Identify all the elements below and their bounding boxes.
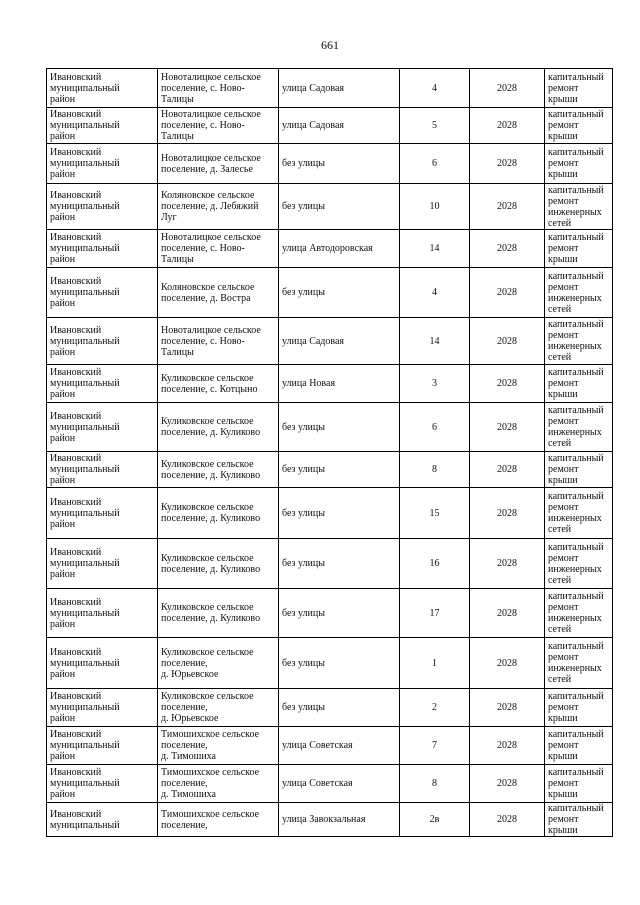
house-number-cell-text: 8	[432, 778, 437, 789]
district-cell	[47, 589, 158, 638]
street-cell-text: без улицы	[282, 421, 325, 433]
street-cell-text: без улицы	[282, 607, 325, 619]
year-cell-text: 2028	[497, 464, 517, 475]
street-cell-text: без улицы	[282, 287, 325, 298]
district-cell	[47, 488, 158, 539]
year-cell-text: 2028	[497, 778, 517, 789]
district-cell-text: Ивановский муниципальный район	[50, 367, 120, 400]
district-cell	[47, 268, 158, 318]
house-number-cell	[400, 268, 470, 318]
street-cell	[279, 184, 400, 230]
street-cell-text: улица Садовая	[282, 120, 345, 131]
district-cell	[47, 765, 158, 803]
street-cell	[279, 589, 400, 638]
settlement-cell	[158, 144, 279, 184]
settlement-cell	[158, 365, 279, 403]
street-cell-text: без улицы	[282, 558, 325, 569]
street-cell	[279, 727, 400, 765]
work-type-cell-text: капитальный ремонт инженерных сетей	[548, 184, 604, 229]
settlement-cell-text: Куликовское сельское поселение, д. Куликово	[161, 458, 261, 481]
year-cell	[470, 268, 545, 318]
street-cell-text: без улицы	[282, 702, 325, 713]
settlement-cell-text: Куликовское сельское поселение, с. Котцыно	[161, 372, 258, 395]
table-row	[47, 108, 613, 144]
year-cell-text: 2028	[497, 287, 517, 298]
street-cell	[279, 318, 400, 365]
settlement-cell-text: Куликовское сельское поселение, д. Куликово	[161, 552, 261, 575]
year-cell	[470, 144, 545, 184]
work-type-cell	[545, 488, 613, 539]
district-cell-text: Ивановский муниципальный район	[50, 324, 120, 358]
house-number-cell-text: 8	[432, 464, 437, 475]
work-type-cell-text: капитальный ремонт крыши	[548, 691, 604, 724]
settlement-cell-text: Куликовское сельское поселение, д. Куликово	[161, 416, 261, 438]
house-number-cell	[400, 765, 470, 803]
work-type-cell-text: капитальный ремонт крыши	[548, 71, 604, 105]
district-cell	[47, 318, 158, 365]
year-cell-text: 2028	[497, 558, 517, 569]
table-row	[47, 230, 613, 268]
district-cell	[47, 365, 158, 403]
house-number-cell	[400, 488, 470, 539]
house-number-cell	[400, 108, 470, 144]
table-row	[47, 689, 613, 727]
work-type-cell-text: капитальный ремонт инженерных сетей	[548, 270, 604, 315]
settlement-cell-text: Куликовское сельское поселение, д. Юрьевское	[161, 691, 254, 724]
district-cell	[47, 403, 158, 452]
table-row	[47, 318, 613, 365]
house-number-cell	[400, 318, 470, 365]
house-number-cell-text: 15	[429, 507, 440, 519]
street-cell	[279, 638, 400, 689]
settlement-cell	[158, 689, 279, 727]
work-type-cell-text: капитальный ремонт инженерных сетей	[548, 541, 604, 586]
work-type-cell-text: капитальный ремонт инженерных сетей	[548, 641, 604, 685]
house-number-cell-text: 16	[429, 558, 440, 569]
house-number-cell-text: 4	[432, 287, 437, 298]
house-number-cell-text: 1	[432, 657, 437, 669]
district-cell	[47, 69, 158, 108]
year-cell	[470, 589, 545, 638]
settlement-cell-text: Куликовское сельское поселение, д. Куликово	[161, 602, 261, 624]
table-row	[47, 803, 613, 837]
settlement-cell-text: Тимошихское сельское поселение,	[161, 808, 260, 831]
table-row	[47, 488, 613, 539]
settlement-cell-text: Новоталицкое сельское поселение, д. Залесье	[161, 152, 261, 175]
street-cell-text: улица Автодоровская	[282, 243, 373, 254]
settlement-cell	[158, 452, 279, 488]
street-cell-text: улица Садовая	[282, 82, 345, 94]
year-cell	[470, 184, 545, 230]
year-cell-text: 2028	[497, 507, 517, 519]
settlement-cell-text: Коляновское сельское поселение, д. Востра	[161, 281, 255, 304]
settlement-cell	[158, 268, 279, 318]
year-cell	[470, 765, 545, 803]
settlement-cell-text: Новоталицкое сельское поселение, с. Ново- Талицы	[161, 324, 261, 358]
year-cell-text: 2028	[497, 702, 517, 713]
work-type-cell-text: капитальный ремонт крыши	[548, 367, 604, 400]
settlement-cell	[158, 539, 279, 589]
work-type-cell	[545, 144, 613, 184]
work-type-cell-text: капитальный ремонт крыши	[548, 803, 604, 836]
district-cell	[47, 689, 158, 727]
house-number-cell-text: 2	[432, 702, 437, 713]
table-row	[47, 365, 613, 403]
settlement-cell-text: Новоталицкое сельское поселение, с. Ново- Талицы	[161, 109, 261, 142]
district-cell-text: Ивановский муниципальный район	[50, 276, 120, 309]
year-cell-text: 2028	[497, 657, 517, 669]
house-number-cell-text: 14	[429, 335, 440, 347]
house-number-cell	[400, 452, 470, 488]
work-type-cell	[545, 539, 613, 589]
district-cell-text: Ивановский муниципальный район	[50, 232, 120, 265]
district-cell-text: Ивановский муниципальный район	[50, 71, 120, 105]
street-cell	[279, 488, 400, 539]
settlement-cell-text: Коляновское сельское поселение, д. Лебяжий Луг	[161, 190, 259, 223]
table-row	[47, 765, 613, 803]
district-cell-text: Ивановский муниципальный	[50, 808, 120, 831]
settlement-cell	[158, 638, 279, 689]
district-cell	[47, 803, 158, 837]
street-cell-text: без улицы	[282, 201, 325, 212]
settlement-cell	[158, 184, 279, 230]
work-type-cell	[545, 727, 613, 765]
table-row	[47, 184, 613, 230]
street-cell-text: улица Садовая	[282, 335, 345, 347]
district-cell-text: Ивановский муниципальный район	[50, 646, 120, 680]
settlement-cell	[158, 727, 279, 765]
street-cell	[279, 108, 400, 144]
year-cell-text: 2028	[497, 740, 517, 751]
year-cell	[470, 230, 545, 268]
house-number-cell	[400, 689, 470, 727]
street-cell	[279, 403, 400, 452]
work-type-cell	[545, 69, 613, 108]
district-cell	[47, 452, 158, 488]
street-cell-text: без улицы	[282, 657, 325, 669]
house-number-cell	[400, 403, 470, 452]
district-cell-text: Ивановский муниципальный район	[50, 547, 120, 580]
house-number-cell	[400, 230, 470, 268]
street-cell-text: улица Новая	[282, 378, 336, 389]
year-cell	[470, 452, 545, 488]
year-cell	[470, 488, 545, 539]
work-type-cell	[545, 638, 613, 689]
table-row	[47, 589, 613, 638]
work-type-cell	[545, 230, 613, 268]
house-number-cell-text: 2в	[429, 814, 440, 825]
district-cell-text: Ивановский муниципальный район	[50, 596, 120, 630]
settlement-cell-text: Куликовское сельское поселение, д. Юрьевское	[161, 646, 254, 680]
street-cell	[279, 539, 400, 589]
house-number-cell-text: 5	[432, 120, 437, 131]
year-cell-text: 2028	[497, 82, 517, 94]
table-row	[47, 403, 613, 452]
street-cell-text: улица Советская	[282, 778, 353, 789]
district-cell-text: Ивановский муниципальный район	[50, 767, 120, 800]
street-cell	[279, 365, 400, 403]
year-cell-text: 2028	[497, 243, 517, 254]
house-number-cell-text: 6	[432, 158, 437, 169]
table-row	[47, 69, 613, 108]
street-cell	[279, 69, 400, 108]
year-cell-text: 2028	[497, 378, 517, 389]
house-number-cell-text: 10	[429, 201, 440, 212]
settlement-cell-text: Тимошихское сельское поселение, д. Тимошиха	[161, 767, 260, 800]
year-cell-text: 2028	[497, 120, 517, 131]
settlement-cell-text: Куликовское сельское поселение, д. Куликово	[161, 502, 261, 524]
district-cell-text: Ивановский муниципальный район	[50, 496, 120, 530]
housing-repair-table	[46, 68, 613, 837]
table-row	[47, 638, 613, 689]
year-cell	[470, 638, 545, 689]
work-type-cell-text: капитальный ремонт инженерных сетей	[548, 405, 604, 449]
work-type-cell-text: капитальный ремонт крыши	[548, 767, 604, 800]
district-cell-text: Ивановский муниципальный район	[50, 109, 120, 142]
house-number-cell	[400, 184, 470, 230]
year-cell	[470, 318, 545, 365]
district-cell	[47, 727, 158, 765]
house-number-cell	[400, 539, 470, 589]
year-cell-text: 2028	[497, 335, 517, 347]
district-cell-text: Ивановский муниципальный район	[50, 729, 120, 762]
work-type-cell-text: капитальный ремонт инженерных сетей	[548, 319, 604, 363]
street-cell-text: без улицы	[282, 464, 325, 475]
year-cell	[470, 803, 545, 837]
house-number-cell-text: 17	[429, 607, 440, 619]
settlement-cell	[158, 765, 279, 803]
street-cell-text: улица Завокзальная	[282, 814, 366, 825]
district-cell	[47, 230, 158, 268]
work-type-cell-text: капитальный ремонт крыши	[548, 109, 604, 142]
settlement-cell	[158, 318, 279, 365]
settlement-cell	[158, 488, 279, 539]
year-cell-text: 2028	[497, 607, 517, 619]
work-type-cell-text: капитальный ремонт крыши	[548, 147, 604, 180]
work-type-cell	[545, 365, 613, 403]
work-type-cell	[545, 452, 613, 488]
work-type-cell	[545, 108, 613, 144]
work-type-cell-text: капитальный ремонт крыши	[548, 232, 604, 265]
table-row	[47, 144, 613, 184]
house-number-cell-text: 6	[432, 421, 437, 433]
year-cell	[470, 727, 545, 765]
year-cell	[470, 69, 545, 108]
street-cell	[279, 765, 400, 803]
street-cell-text: без улицы	[282, 507, 325, 519]
year-cell-text: 2028	[497, 201, 517, 212]
district-cell-text: Ивановский муниципальный район	[50, 453, 120, 486]
district-cell	[47, 144, 158, 184]
house-number-cell-text: 7	[432, 740, 437, 751]
table-row	[47, 268, 613, 318]
work-type-cell	[545, 803, 613, 837]
year-cell-text: 2028	[497, 814, 517, 825]
settlement-cell	[158, 69, 279, 108]
settlement-cell	[158, 403, 279, 452]
street-cell	[279, 144, 400, 184]
settlement-cell-text: Новоталицкое сельское поселение, с. Ново- Талицы	[161, 232, 261, 265]
work-type-cell-text: капитальный ремонт крыши	[548, 453, 604, 486]
year-cell	[470, 539, 545, 589]
house-number-cell-text: 4	[432, 82, 437, 94]
house-number-cell	[400, 589, 470, 638]
house-number-cell	[400, 365, 470, 403]
house-number-cell	[400, 727, 470, 765]
street-cell	[279, 452, 400, 488]
year-cell-text: 2028	[497, 421, 517, 433]
table-body	[47, 69, 613, 837]
house-number-cell	[400, 144, 470, 184]
district-cell-text: Ивановский муниципальный район	[50, 410, 120, 444]
work-type-cell	[545, 318, 613, 365]
year-cell	[470, 365, 545, 403]
work-type-cell	[545, 403, 613, 452]
district-cell	[47, 184, 158, 230]
year-cell	[470, 689, 545, 727]
settlement-cell	[158, 803, 279, 837]
work-type-cell	[545, 268, 613, 318]
district-cell	[47, 108, 158, 144]
house-number-cell	[400, 69, 470, 108]
work-type-cell	[545, 589, 613, 638]
work-type-cell	[545, 689, 613, 727]
street-cell	[279, 803, 400, 837]
district-cell	[47, 638, 158, 689]
street-cell-text: улица Советская	[282, 740, 353, 751]
district-cell-text: Ивановский муниципальный район	[50, 691, 120, 724]
district-cell-text: Ивановский муниципальный район	[50, 147, 120, 180]
settlement-cell	[158, 230, 279, 268]
work-type-cell-text: капитальный ремонт инженерных сетей	[548, 491, 604, 535]
page-number: 661	[321, 38, 339, 52]
settlement-cell	[158, 108, 279, 144]
work-type-cell-text: капитальный ремонт инженерных сетей	[548, 591, 604, 635]
year-cell	[470, 108, 545, 144]
table-row	[47, 539, 613, 589]
street-cell	[279, 268, 400, 318]
work-type-cell-text: капитальный ремонт крыши	[548, 729, 604, 762]
district-cell-text: Ивановский муниципальный район	[50, 190, 120, 223]
year-cell-text: 2028	[497, 158, 517, 169]
settlement-cell	[158, 589, 279, 638]
house-number-cell	[400, 638, 470, 689]
settlement-cell-text: Новоталицкое сельское поселение, с. Ново- Талицы	[161, 71, 261, 105]
work-type-cell	[545, 184, 613, 230]
year-cell	[470, 403, 545, 452]
house-number-cell-text: 14	[429, 243, 440, 254]
settlement-cell-text: Тимошихское сельское поселение, д. Тимошиха	[161, 729, 260, 762]
table-row	[47, 727, 613, 765]
district-cell	[47, 539, 158, 589]
house-number-cell	[400, 803, 470, 837]
house-number-cell-text: 3	[432, 378, 437, 389]
work-type-cell	[545, 765, 613, 803]
street-cell	[279, 689, 400, 727]
table-row	[47, 452, 613, 488]
street-cell	[279, 230, 400, 268]
street-cell-text: без улицы	[282, 158, 325, 169]
